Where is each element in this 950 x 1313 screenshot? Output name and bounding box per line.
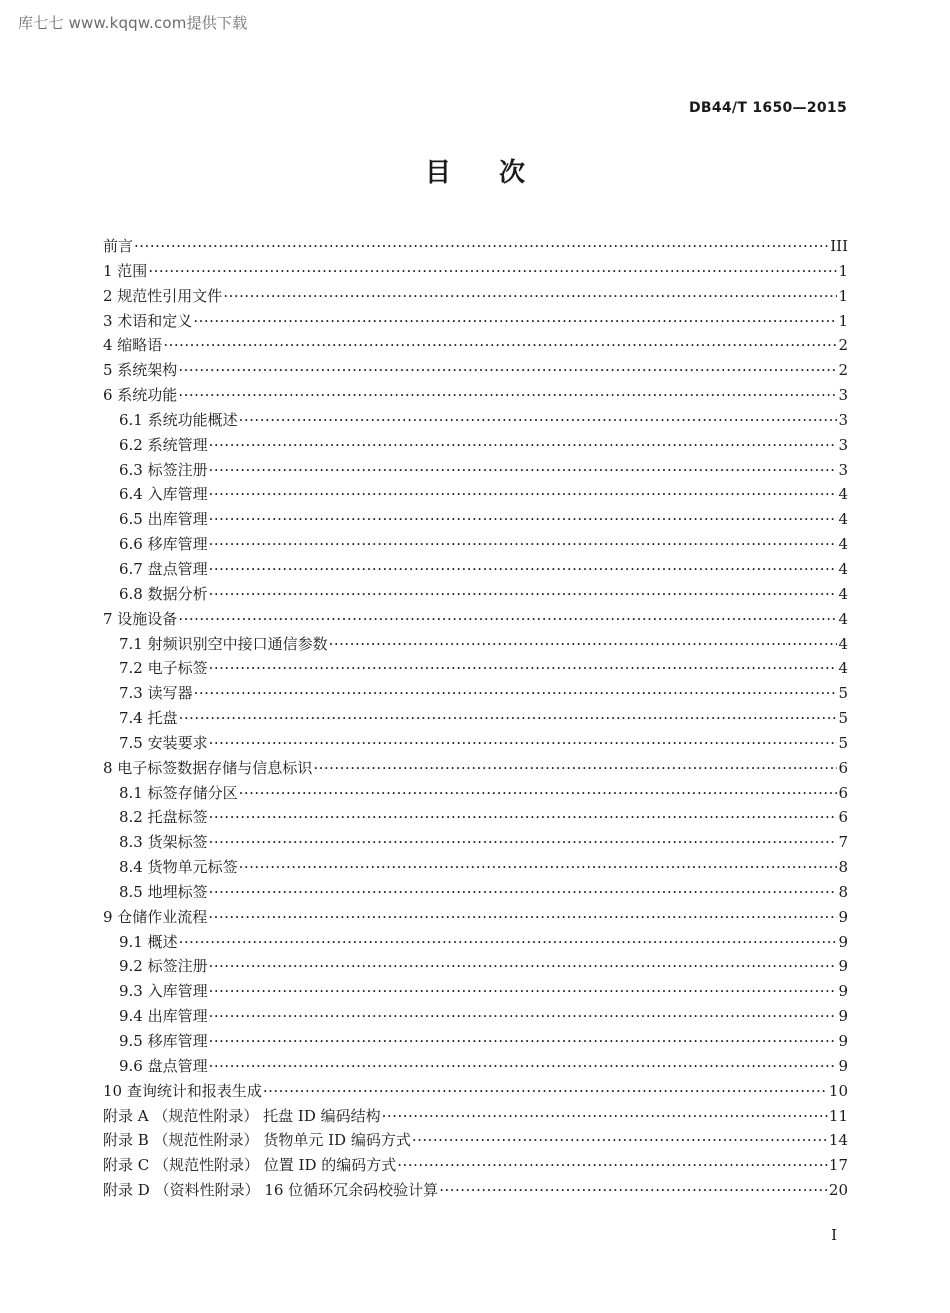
- toc-leader-dots: [329, 632, 838, 657]
- toc-entry-page: 3: [838, 435, 848, 454]
- toc-entry-label: 8.5 地埋标签: [119, 882, 208, 901]
- toc-entry-page: 4: [838, 659, 848, 678]
- toc-entry[interactable]: [103, 930, 848, 955]
- standard-number: DB44/T 1650—2015: [688, 100, 847, 116]
- table-of-contents: [103, 234, 848, 1203]
- toc-entry[interactable]: [103, 607, 848, 632]
- toc-entry-label: 4 缩略语: [103, 336, 163, 355]
- toc-entry[interactable]: [103, 756, 848, 781]
- toc-entry[interactable]: [103, 284, 848, 309]
- toc-entry[interactable]: [103, 1079, 848, 1104]
- toc-leader-dots: [209, 582, 838, 607]
- toc-entry[interactable]: [103, 309, 848, 334]
- toc-leader-dots: [209, 557, 838, 582]
- toc-leader-dots: [209, 532, 838, 557]
- toc-leader-dots: [209, 458, 838, 483]
- toc-entry-label: 1 范围: [103, 261, 148, 280]
- toc-entry-page: 10: [828, 1081, 848, 1100]
- toc-entry-label: 8 电子标签数据存储与信息标识: [103, 758, 313, 777]
- toc-entry-page: 20: [828, 1181, 848, 1200]
- toc-leader-dots: [209, 731, 838, 756]
- toc-leader-dots: [209, 1029, 838, 1054]
- toc-entry-label: 6.5 出库管理: [119, 510, 208, 529]
- toc-entry[interactable]: [103, 656, 848, 681]
- toc-entry[interactable]: [103, 954, 848, 979]
- toc-entry-page: 1: [838, 286, 848, 305]
- toc-entry[interactable]: [103, 433, 848, 458]
- toc-leader-dots: [209, 830, 838, 855]
- toc-entry-page: 6: [838, 808, 848, 827]
- toc-entry-page: 1: [838, 261, 848, 280]
- toc-entry-page: 9: [838, 1007, 848, 1026]
- toc-entry-page: 5: [838, 684, 848, 703]
- toc-leader-dots: [209, 507, 838, 532]
- toc-entry-label: 前言: [103, 237, 134, 255]
- toc-entry[interactable]: [103, 632, 848, 657]
- toc-leader-dots: [209, 1004, 838, 1029]
- toc-entry-page: 5: [838, 709, 848, 728]
- toc-entry-label: 7.3 读写器: [119, 684, 193, 703]
- toc-entry-label: 9.5 移库管理: [119, 1032, 208, 1050]
- toc-entry-page: 6: [838, 783, 848, 802]
- toc-entry-label: 8.4 货物单元标签: [119, 858, 238, 877]
- toc-entry-label: 附录 B （规范性附录） 货物单元 ID 编码方式: [103, 1131, 411, 1150]
- toc-entry[interactable]: [103, 1054, 848, 1079]
- toc-entry-label: 6.4 入库管理: [119, 485, 208, 504]
- toc-entry-label: 9 仓储作业流程: [103, 907, 208, 926]
- toc-entry[interactable]: [103, 482, 848, 507]
- toc-entry-label: 5 系统架构: [103, 361, 178, 380]
- toc-leader-dots: [239, 781, 838, 806]
- toc-entry-page: 3: [838, 386, 848, 405]
- toc-leader-dots: [209, 1054, 838, 1079]
- toc-entry-label: 9.4 出库管理: [119, 1007, 208, 1026]
- toc-entry-page: 6: [838, 758, 848, 777]
- toc-entry-page: 4: [838, 559, 848, 578]
- toc-leader-dots: [382, 1104, 828, 1129]
- toc-entry-label: 6 系统功能: [103, 386, 178, 405]
- toc-entry-label: 附录 C （规范性附录） 位置 ID 的编码方式: [103, 1156, 397, 1175]
- toc-leader-dots: [179, 930, 838, 955]
- toc-entry-label: 6.8 数据分析: [119, 584, 208, 603]
- toc-entry-label: 7.2 电子标签: [119, 659, 208, 678]
- toc-entry-page: 3: [838, 410, 848, 429]
- toc-entry[interactable]: [103, 880, 848, 905]
- toc-entry[interactable]: [103, 1153, 848, 1178]
- toc-entry-page: 14: [828, 1131, 848, 1150]
- toc-entry[interactable]: [103, 458, 848, 483]
- toc-entry-page: 4: [838, 485, 848, 504]
- toc-leader-dots: [194, 681, 838, 706]
- toc-entry-label: 9.3 入库管理: [119, 982, 208, 1001]
- toc-entry[interactable]: [103, 333, 848, 358]
- toc-entry-label: 附录 D （资料性附录） 16 位循环冗余码校验计算: [103, 1181, 439, 1200]
- watermark-text: 库七七 www.kqqw.com提供下载: [18, 14, 248, 32]
- toc-leader-dots: [208, 905, 837, 930]
- toc-entry-label: 8.3 货架标签: [119, 833, 208, 852]
- toc-entry[interactable]: [103, 557, 848, 582]
- toc-entry[interactable]: [103, 905, 848, 930]
- page-title: 目次: [424, 158, 573, 188]
- toc-entry-label: 6.2 系统管理: [119, 435, 208, 454]
- toc-entry-page: 11: [828, 1106, 848, 1125]
- toc-entry[interactable]: [103, 408, 848, 433]
- toc-entry[interactable]: [103, 582, 848, 607]
- toc-leader-dots: [148, 259, 837, 284]
- toc-leader-dots: [178, 383, 837, 408]
- toc-entry-page: 7: [838, 833, 848, 852]
- toc-entry-label: 9.2 标签注册: [119, 957, 208, 976]
- toc-entry[interactable]: [103, 1178, 848, 1203]
- toc-entry-page: 2: [838, 361, 848, 380]
- toc-entry-page: 3: [838, 460, 848, 479]
- toc-entry-page: 4: [838, 584, 848, 603]
- toc-leader-dots: [163, 333, 837, 358]
- toc-entry-page: 5: [838, 733, 848, 752]
- toc-leader-dots: [209, 656, 838, 681]
- toc-entry[interactable]: [103, 830, 848, 855]
- toc-entry-label: 6.7 盘点管理: [119, 559, 208, 578]
- toc-entry-label: 8.2 托盘标签: [119, 808, 208, 827]
- toc-leader-dots: [239, 408, 838, 433]
- toc-entry-page: 1: [838, 311, 848, 330]
- toc-leader-dots: [179, 706, 838, 731]
- toc-entry[interactable]: [103, 259, 848, 284]
- toc-entry[interactable]: [103, 781, 848, 806]
- toc-entry[interactable]: [103, 805, 848, 830]
- toc-leader-dots: [397, 1153, 828, 1178]
- toc-entry-label: 附录 A （规范性附录） 托盘 ID 编码结构: [103, 1106, 381, 1125]
- toc-entry-page: 4: [838, 535, 848, 554]
- toc-leader-dots: [313, 756, 837, 781]
- toc-entry[interactable]: [103, 731, 848, 756]
- toc-entry-label: 8.1 标签存储分区: [119, 783, 238, 802]
- toc-leader-dots: [209, 954, 838, 979]
- toc-entry-label: 10 查询统计和报表生成: [103, 1081, 262, 1100]
- toc-entry-label: 7 设施设备: [103, 609, 178, 628]
- toc-entry[interactable]: [103, 979, 848, 1004]
- toc-leader-dots: [209, 805, 838, 830]
- toc-entry-label: 6.1 系统功能概述: [119, 410, 238, 429]
- toc-entry[interactable]: [103, 1128, 848, 1153]
- toc-entry-label: 9.1 概述: [119, 932, 178, 951]
- toc-entry-page: 9: [838, 932, 848, 951]
- toc-leader-dots: [134, 234, 829, 259]
- toc-entry[interactable]: [103, 1104, 848, 1129]
- toc-entry-page: 17: [828, 1156, 848, 1175]
- toc-leader-dots: [193, 309, 837, 334]
- toc-leader-dots: [178, 607, 837, 632]
- toc-entry-label: 6.6 移库管理: [119, 535, 208, 554]
- toc-entry-page: III: [830, 237, 848, 255]
- toc-leader-dots: [209, 979, 838, 1004]
- toc-entry-page: 2: [838, 336, 848, 355]
- toc-leader-dots: [223, 284, 837, 309]
- toc-leader-dots: [178, 358, 837, 383]
- toc-leader-dots: [209, 880, 838, 905]
- toc-entry-page: 9: [838, 907, 848, 926]
- toc-entry-label: 6.3 标签注册: [119, 460, 208, 479]
- toc-entry-page: 8: [838, 882, 848, 901]
- toc-entry-label: 7.4 托盘: [119, 709, 178, 728]
- toc-entry[interactable]: [103, 234, 848, 259]
- footer-page-number: I: [831, 1226, 837, 1244]
- toc-leader-dots: [263, 1079, 828, 1104]
- toc-entry-page: 9: [838, 982, 848, 1001]
- toc-entry-page: 4: [838, 634, 848, 653]
- toc-entry[interactable]: [103, 855, 848, 880]
- toc-entry[interactable]: [103, 1004, 848, 1029]
- toc-entry[interactable]: [103, 358, 848, 383]
- toc-entry[interactable]: [103, 681, 848, 706]
- toc-entry[interactable]: [103, 383, 848, 408]
- toc-entry[interactable]: [103, 507, 848, 532]
- toc-entry-page: 4: [838, 510, 848, 529]
- toc-leader-dots: [412, 1128, 828, 1153]
- toc-leader-dots: [439, 1178, 828, 1203]
- toc-entry[interactable]: [103, 1029, 848, 1054]
- toc-entry-label: 3 术语和定义: [103, 311, 193, 330]
- toc-entry[interactable]: [103, 706, 848, 731]
- toc-entry-page: 9: [838, 1056, 848, 1075]
- toc-leader-dots: [209, 433, 838, 458]
- toc-entry-page: 9: [838, 957, 848, 976]
- toc-entry-label: 2 规范性引用文件: [103, 286, 223, 305]
- toc-entry-label: 7.1 射频识别空中接口通信参数: [119, 634, 328, 653]
- toc-leader-dots: [239, 855, 838, 880]
- toc-entry-label: 9.6 盘点管理: [119, 1056, 208, 1075]
- toc-entry-page: 9: [838, 1032, 848, 1050]
- toc-entry-page: 4: [838, 609, 848, 628]
- toc-entry-page: 8: [838, 858, 848, 877]
- toc-leader-dots: [209, 482, 838, 507]
- toc-entry-label: 7.5 安装要求: [119, 733, 208, 752]
- toc-entry[interactable]: [103, 532, 848, 557]
